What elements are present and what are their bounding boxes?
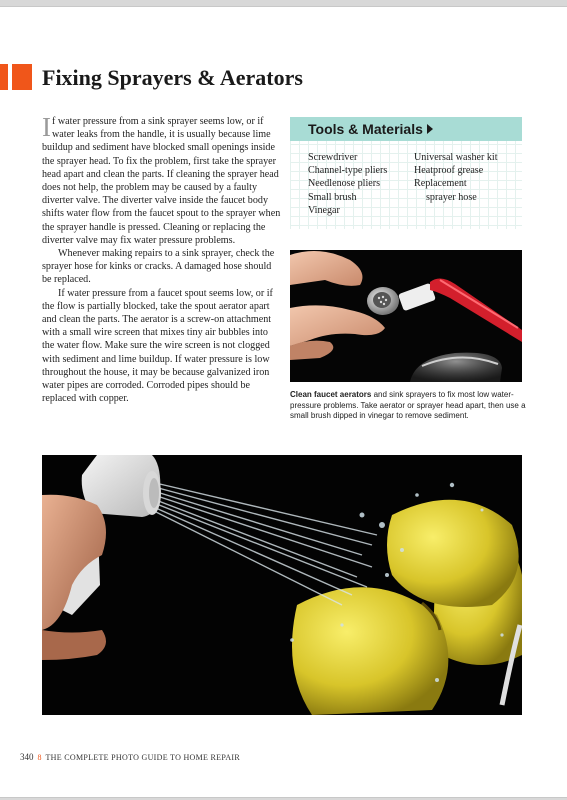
tools-list-right xyxy=(414,151,498,204)
photo-caption xyxy=(290,390,528,422)
tool-item: Small brush xyxy=(308,191,357,203)
paragraph-1 xyxy=(42,112,282,247)
tool-item: Screwdriver xyxy=(308,152,358,163)
page-number: 340 xyxy=(20,752,34,762)
sprayer-apples-illustration xyxy=(42,455,522,715)
page-title: Fixing Sprayers & Aerators xyxy=(42,65,303,90)
tool-item: sprayer hose xyxy=(426,191,477,203)
paragraph-2: Whenever making repairs to a sink sprayer, check the sprayer hose for kinks or cracks. A damaged hose should be replaced. xyxy=(42,248,275,286)
sprayer-apples-photo xyxy=(42,455,522,715)
paragraph-1-text: f water pressure from a sink sprayer seems low, or if water leaks from the handle, it is usually because lime buildup and sediment have blocked small openings inside the sprayer head. To fix the problem, first take the sprayer head apart and clean the parts. If cleaning the sprayer head does not help, the problem may be caused by a faulty diverter valve. The diverter valve inside the faucet body shifts water flow from the faucet spout to the sprayer when the sprayer handle is pressed. Cleaning or replacing the diverter valve may fix water pressure problems. xyxy=(42,116,281,246)
page-footer xyxy=(20,752,240,762)
aerator-cleaning-photo xyxy=(290,250,522,382)
tool-item: Needlenose pliers xyxy=(308,178,381,190)
tools-title xyxy=(308,120,433,138)
title-accent-bar xyxy=(0,64,36,90)
paragraph-3: If water pressure from a faucet spout seems low, or if the flow is partially blocked, take the spout aerator apart and clean the parts. The aerator is a screw-on attachment with a small wire screen that mixes tiny air bubbles into the water flow. Make sure the wire screen is not clogged with sediment and lime buildup. If water pressure is low throughout the house, it may be because galvanized iron water pipes are corroded. Corroded pipes should be replaced with copper. xyxy=(42,287,273,405)
accent-block-large xyxy=(12,64,32,90)
tool-item: Vinegar xyxy=(308,204,340,216)
tools-materials-box xyxy=(290,117,522,229)
footer-separator: 8 xyxy=(37,753,42,762)
tool-item: Channel-type pliers xyxy=(308,165,388,177)
tools-header xyxy=(290,117,522,141)
book-page xyxy=(0,6,567,798)
tool-item: Replacement xyxy=(414,178,467,190)
drop-cap: I xyxy=(42,112,51,142)
caption-bold: Clean faucet aerators xyxy=(290,390,372,399)
arrow-right-icon xyxy=(427,124,433,134)
aerator-cleaning-illustration xyxy=(290,250,522,382)
book-title: THE COMPLETE PHOTO GUIDE TO HOME REPAIR xyxy=(45,753,241,762)
tool-item: Heatproof grease xyxy=(414,165,484,177)
caption-text: and sink sprayers to fix most low water-pressure problems. Take aerator or sprayer head apart, then use a small brush dipped in vinegar to remove sediment. xyxy=(290,390,526,420)
accent-block-small xyxy=(0,64,8,90)
tools-title-text: Tools & Materials xyxy=(308,121,423,137)
tool-item: Universal washer kit xyxy=(414,152,498,163)
body-text xyxy=(42,112,282,405)
tools-list-left xyxy=(308,151,387,217)
